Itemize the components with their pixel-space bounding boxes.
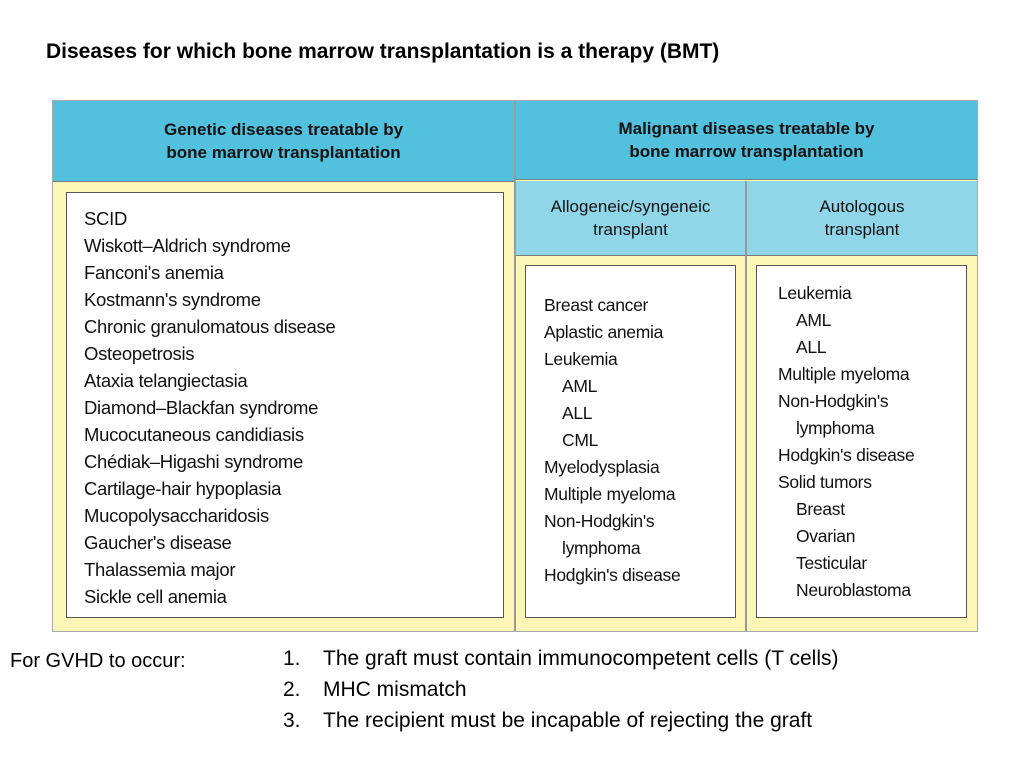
allogeneic-disease-item: Leukemia: [544, 349, 618, 369]
malignant-header-line: bone marrow transplantation: [629, 142, 864, 161]
malignant-header-line: Malignant diseases treatable by: [618, 119, 875, 138]
autologous-disease-item: Hodgkin's disease: [778, 445, 915, 465]
autologous-header: [747, 181, 977, 256]
allogeneic-disease-item: Myelodysplasia: [544, 457, 660, 477]
page-title: Diseases for which bone marrow transplantation is a therapy (BMT): [46, 40, 720, 63]
allogeneic-diseases-list: [544, 292, 735, 589]
genetic-header: [53, 101, 514, 182]
gvhd-conditions-list: [283, 643, 838, 736]
genetic-disease-item: Chronic granulomatous disease: [84, 316, 336, 337]
genetic-disease-item: Sickle cell anemia: [84, 586, 227, 607]
genetic-diseases-box: [66, 192, 504, 618]
allogeneic-disease-item: AML: [562, 376, 598, 396]
condition-number: 2.: [283, 678, 301, 701]
bmt-table: [52, 100, 978, 632]
condition-text: The recipient must be incapable of rejecting the graft: [323, 709, 813, 732]
gvhd-condition: [283, 705, 838, 736]
allogeneic-header-line: Allogeneic/syngeneic: [550, 197, 711, 216]
allogeneic-header-line: transplant: [593, 220, 668, 239]
genetic-header-line: Genetic diseases treatable by: [163, 120, 404, 139]
genetic-disease-item: SCID: [84, 208, 127, 229]
malignant-header: [516, 101, 977, 180]
allogeneic-diseases-box: [525, 265, 736, 618]
genetic-disease-item: Kostmann's syndrome: [84, 289, 261, 310]
autologous-disease-item: Solid tumors: [778, 472, 872, 492]
autologous-disease-item: Non-Hodgkin's: [778, 391, 889, 411]
autologous-diseases-list: [778, 280, 966, 604]
autologous-disease-item: Multiple myeloma: [778, 364, 910, 384]
genetic-disease-item: Thalassemia major: [84, 559, 236, 580]
allogeneic-disease-item: Aplastic anemia: [544, 322, 664, 342]
genetic-disease-item: Diamond–Blackfan syndrome: [84, 397, 319, 418]
allogeneic-disease-item: lymphoma: [562, 538, 641, 558]
allogeneic-disease-item: Non-Hodgkin's: [544, 511, 655, 531]
allogeneic-disease-item: ALL: [562, 403, 593, 423]
autologous-disease-item: ALL: [796, 337, 827, 357]
genetic-disease-item: Cartilage-hair hypoplasia: [84, 478, 282, 499]
autologous-disease-item: Ovarian: [796, 526, 856, 546]
allogeneic-disease-item: Breast cancer: [544, 295, 649, 315]
genetic-disease-item: Fanconi's anemia: [84, 262, 224, 283]
genetic-disease-item: Mucopolysaccharidosis: [84, 505, 269, 526]
condition-text: MHC mismatch: [323, 678, 467, 701]
autologous-disease-item: lymphoma: [796, 418, 875, 438]
autologous-disease-item: AML: [796, 310, 832, 330]
condition-number: 1.: [283, 647, 301, 670]
genetic-diseases-list: [84, 205, 503, 610]
condition-text: The graft must contain immunocompetent cells (T cells): [323, 647, 839, 670]
autologous-disease-item: Neuroblastoma: [796, 580, 911, 600]
genetic-disease-item: Gaucher's disease: [84, 532, 232, 553]
condition-number: 3.: [283, 709, 301, 732]
allogeneic-disease-item: CML: [562, 430, 599, 450]
genetic-header-line: bone marrow transplantation: [166, 143, 401, 162]
autologous-disease-item: Breast: [796, 499, 845, 519]
allogeneic-disease-item: Hodgkin's disease: [544, 565, 681, 585]
allogeneic-disease-item: Multiple myeloma: [544, 484, 676, 504]
autologous-header-line: Autologous: [819, 197, 905, 216]
gvhd-condition: [283, 643, 838, 674]
allogeneic-header: [516, 181, 745, 256]
autologous-header-line: transplant: [824, 220, 900, 239]
genetic-disease-item: Chédiak–Higashi syndrome: [84, 451, 304, 472]
autologous-disease-item: Leukemia: [778, 283, 852, 303]
gvhd-condition: [283, 674, 838, 705]
gvhd-label: For GVHD to occur:: [10, 650, 186, 672]
autologous-diseases-box: [756, 265, 967, 618]
genetic-disease-item: Mucocutaneous candidiasis: [84, 424, 304, 445]
genetic-disease-item: Ataxia telangiectasia: [84, 370, 248, 391]
genetic-disease-item: Osteopetrosis: [84, 343, 195, 364]
autologous-disease-item: Testicular: [796, 553, 867, 573]
genetic-disease-item: Wiskott–Aldrich syndrome: [84, 235, 291, 256]
